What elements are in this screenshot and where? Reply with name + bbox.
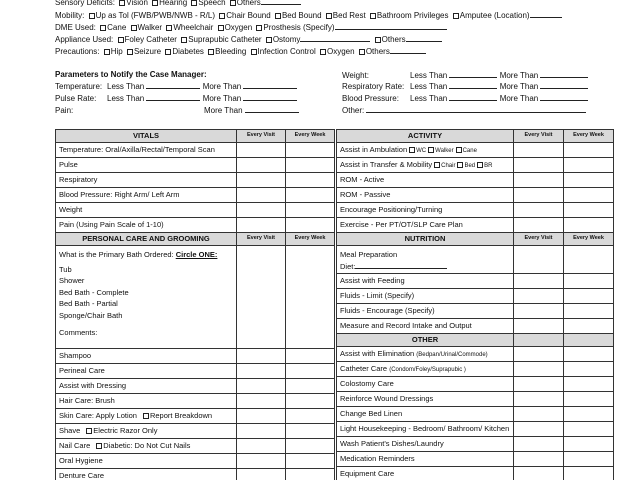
sensory-others-field[interactable] (261, 0, 301, 5)
week-cell[interactable] (564, 304, 614, 319)
visit-cell[interactable] (514, 274, 564, 289)
pulse-more-field[interactable] (243, 94, 297, 101)
week-cell[interactable] (286, 394, 335, 409)
appliance-others-field[interactable] (406, 35, 442, 42)
week-cell[interactable] (564, 377, 614, 392)
respiratory-less-field[interactable] (449, 82, 497, 89)
table-row: Exercise - Per PT/OT/SLP Care Plan (337, 218, 614, 233)
visit-cell[interactable] (514, 347, 564, 362)
week-cell[interactable] (564, 347, 614, 362)
visit-cell[interactable] (514, 437, 564, 452)
sensory-others-checkbox[interactable] (230, 0, 236, 6)
param-respiratory-rate: Respiratory Rate: Less Than More Than (342, 82, 588, 91)
ostomy-field[interactable] (300, 35, 370, 42)
table-row: Assist in Transfer & Mobility Chair Bed BR (337, 158, 614, 173)
suprapubic-catheter-checkbox[interactable] (181, 37, 187, 43)
table-row: Perineal Care (56, 364, 335, 379)
param-pain: Pain: More Than (55, 106, 299, 115)
week-cell[interactable] (564, 422, 614, 437)
left-task-table: VITALS Every Visit Every Week Temperature: Oral/Axilla/Rectal/Temporal Scan Pulse Respiratory Blood Pressure: Right Arm/ Left Arm Weight Pain (Using Pain Scale of 1-10) PERSONAL CARE AND GROOMING Every Visit Every Week What is the Primary Bath Ordered: Circle ONE: Tub Shower Bed Bath - Complete Bed Bath - Partial Sponge/Chair Bath Comments: Shampoo Perineal Care Assist with Dressing Hair Care: Brush Skin Care: Apply Lotion Report Breakdown Shave Electric Razor Only Nail Care Diabetic: Do Not Cut Nails Oral Hygiene Denture Care (55, 129, 335, 480)
table-row: Respiratory (56, 173, 335, 188)
table-row: Measure and Record Intake and Output (337, 319, 614, 334)
chair-bound-checkbox[interactable] (219, 13, 225, 19)
prosthesis-field[interactable] (335, 23, 447, 30)
bathroom-privileges-checkbox[interactable] (370, 13, 376, 19)
table-row: Shave Electric Razor Only (56, 424, 335, 439)
amb-walker-checkbox[interactable] (428, 147, 434, 153)
visit-cell[interactable] (514, 158, 564, 173)
amb-cane-checkbox[interactable] (456, 147, 462, 153)
week-cell[interactable] (564, 467, 614, 480)
week-cell[interactable] (286, 188, 335, 203)
ostomy-checkbox[interactable] (266, 37, 272, 43)
visit-cell[interactable] (514, 173, 564, 188)
wheelchair-checkbox[interactable] (166, 25, 172, 31)
visit-cell[interactable] (514, 407, 564, 422)
bath-option-tub[interactable]: Tub (59, 264, 72, 274)
pulse-less-field[interactable] (146, 94, 200, 101)
temperature-more-field[interactable] (243, 82, 297, 89)
week-cell[interactable] (286, 246, 335, 349)
week-cell[interactable] (564, 218, 614, 233)
week-cell[interactable] (564, 289, 614, 304)
bath-option-sponge[interactable]: Sponge/Chair Bath (59, 310, 123, 320)
week-cell[interactable] (564, 274, 614, 289)
week-cell[interactable] (286, 203, 335, 218)
table-row: Wash Patient's Dishes/Laundry (337, 437, 614, 452)
week-cell[interactable] (286, 173, 335, 188)
parameters-title: Parameters to Notify the Case Manager: (55, 70, 207, 79)
table-row: Colostomy Care (337, 377, 614, 392)
hearing-checkbox[interactable] (152, 0, 158, 6)
foley-catheter-checkbox[interactable] (118, 37, 124, 43)
table-row: Temperature: Oral/Axilla/Rectal/Temporal Scan (56, 143, 335, 158)
bp-more-field[interactable] (540, 94, 588, 101)
bath-question: What is the Primary Bath Ordered: Circle ONE: (59, 250, 218, 259)
visit-cell[interactable] (514, 422, 564, 437)
hip-checkbox[interactable] (104, 49, 110, 55)
visit-cell[interactable] (237, 349, 286, 364)
sensory-deficits-line: Sensory Deficits: Vision Hearing Speech Others (55, 0, 301, 7)
week-cell[interactable] (286, 439, 335, 454)
table-row: ROM - Active (337, 173, 614, 188)
visit-cell[interactable] (237, 439, 286, 454)
week-cell[interactable] (564, 203, 614, 218)
visit-cell[interactable] (514, 467, 564, 480)
week-cell[interactable] (286, 158, 335, 173)
visit-cell[interactable] (514, 304, 564, 319)
visit-cell[interactable] (237, 394, 286, 409)
wc-checkbox[interactable] (409, 147, 415, 153)
visit-cell[interactable] (514, 362, 564, 377)
diabetic-nails-checkbox[interactable] (96, 443, 102, 449)
visit-cell[interactable] (237, 188, 286, 203)
param-weight: Weight: Less Than More Than (342, 71, 588, 80)
week-cell[interactable] (564, 437, 614, 452)
table-row: Catheter Care (Condom/Foley/Suprapubic ) (337, 362, 614, 377)
visit-cell[interactable] (237, 173, 286, 188)
table-row: Light Housekeeping - Bedroom/ Bathroom/ Kitchen (337, 422, 614, 437)
week-cell[interactable] (564, 392, 614, 407)
comments-label: Comments: (59, 327, 98, 337)
week-cell[interactable] (564, 188, 614, 203)
week-cell[interactable] (286, 454, 335, 469)
infection-control-checkbox[interactable] (251, 49, 257, 55)
dme-used-line: DME Used: Cane Walker Wheelchair Oxygen Prosthesis (Specify) (55, 23, 447, 32)
meal-row: Meal Preparation Diet: (337, 246, 614, 274)
respiratory-more-field[interactable] (540, 82, 588, 89)
transfer-bed-checkbox[interactable] (457, 162, 463, 168)
diet-field[interactable] (355, 262, 447, 269)
bp-less-field[interactable] (449, 94, 497, 101)
week-cell[interactable] (564, 452, 614, 467)
visit-cell[interactable] (237, 469, 286, 480)
bath-option-partial[interactable]: Bed Bath - Partial (59, 299, 118, 309)
seizure-checkbox[interactable] (127, 49, 133, 55)
week-cell[interactable] (564, 143, 614, 158)
visit-cell[interactable] (514, 377, 564, 392)
visit-cell[interactable] (237, 424, 286, 439)
week-cell[interactable] (564, 158, 614, 173)
table-row: Nail Care Diabetic: Do Not Cut Nails (56, 439, 335, 454)
table-row: Denture Care (56, 469, 335, 480)
table-row: Hair Care: Brush (56, 394, 335, 409)
temperature-less-field[interactable] (146, 82, 200, 89)
week-cell[interactable] (286, 349, 335, 364)
transfer-br-checkbox[interactable] (477, 162, 483, 168)
visit-cell[interactable] (237, 143, 286, 158)
bleeding-checkbox[interactable] (208, 49, 214, 55)
mobility-line: Mobility: Up as Tol (FWB/PWB/NWB - R/L) Chair Bound Bed Bound Bed Rest Bathroom Privileges Amputee (Location) (55, 11, 562, 20)
visit-cell[interactable] (514, 188, 564, 203)
table-row: Shampoo (56, 349, 335, 364)
table-row: Assist with Elimination (Bedpan/Urinal/Commode) (337, 347, 614, 362)
visit-cell[interactable] (237, 454, 286, 469)
param-temperature: Temperature: Less Than More Than (55, 82, 297, 91)
visit-cell[interactable] (514, 289, 564, 304)
table-row: Encourage Positioning/Turning (337, 203, 614, 218)
bath-option-shower[interactable]: Shower (59, 276, 85, 286)
electric-razor-checkbox[interactable] (86, 428, 92, 434)
bed-bound-checkbox[interactable] (275, 13, 281, 19)
week-cell[interactable] (286, 379, 335, 394)
table-row: Fluids - Encourage (Specify) (337, 304, 614, 319)
week-cell[interactable] (564, 173, 614, 188)
activity-header: ACTIVITY (337, 130, 514, 143)
visit-cell[interactable] (237, 158, 286, 173)
week-cell[interactable] (564, 407, 614, 422)
prosthesis-checkbox[interactable] (256, 25, 262, 31)
table-row: Blood Pressure: Right Arm/ Left Arm (56, 188, 335, 203)
table-row: Oral Hygiene (56, 454, 335, 469)
bath-option-complete[interactable]: Bed Bath - Complete (59, 287, 129, 297)
weight-less-field[interactable] (449, 71, 497, 78)
visit-cell[interactable] (237, 379, 286, 394)
amputee-checkbox[interactable] (453, 13, 459, 19)
cane-checkbox[interactable] (100, 25, 106, 31)
param-blood-pressure: Blood Pressure: Less Than More Than (342, 94, 588, 103)
visit-cell[interactable] (514, 392, 564, 407)
right-task-table: ACTIVITY Every Visit Every Week Assist in Ambulation WC Walker Cane Assist in Transfer & Mobility Chair Bed BR ROM - Active ROM - Passive Encourage Positioning/Turning Exercise - Per PT/OT/SLP Care Plan NUTRITION Every Visit Every Week Meal Preparation Diet: Assist with Feeding Fluids - Limit (Specify) Fluids - Encourage (Specify) Measure and Record Intake and Output OTHER Assist with Elimination (Bedpan/Urinal/Commode) Catheter Care (Condom/Foley/Suprapubic ) Colostomy Care Reinforce Wound Dressings Change Bed Linen Light Housekeeping - Bedroom/ Bathroom/ Kitchen Wash Patient's Dishes/Laundry Medication Reminders Equipment Care (336, 129, 614, 480)
table-row: Assist with Feeding (337, 274, 614, 289)
week-cell[interactable] (286, 143, 335, 158)
table-row: Weight (56, 203, 335, 218)
vitals-header: VITALS (56, 130, 237, 143)
diabetes-checkbox[interactable] (165, 49, 171, 55)
table-row: Pulse (56, 158, 335, 173)
visit-cell[interactable] (237, 203, 286, 218)
weight-more-field[interactable] (540, 71, 588, 78)
week-cell[interactable] (286, 409, 335, 424)
week-cell[interactable] (286, 218, 335, 233)
precaution-oxygen-checkbox[interactable] (320, 49, 326, 55)
amputee-location-field[interactable] (530, 11, 562, 18)
report-breakdown-checkbox[interactable] (143, 413, 149, 419)
week-cell[interactable] (564, 319, 614, 334)
every-week-header: Every Week (286, 130, 335, 143)
personal-care-header: PERSONAL CARE AND GROOMING (56, 233, 237, 246)
week-cell[interactable] (564, 246, 614, 274)
visit-cell[interactable] (514, 246, 564, 274)
walker-checkbox[interactable] (131, 25, 137, 31)
transfer-chair-checkbox[interactable] (434, 162, 440, 168)
visit-cell[interactable] (514, 143, 564, 158)
week-cell[interactable] (286, 424, 335, 439)
dme-oxygen-checkbox[interactable] (218, 25, 224, 31)
table-row: Fluids - Limit (Specify) (337, 289, 614, 304)
table-row: Change Bed Linen (337, 407, 614, 422)
table-row: Equipment Care (337, 467, 614, 480)
precaution-others-checkbox[interactable] (359, 49, 365, 55)
visit-cell[interactable] (237, 246, 286, 349)
visit-cell[interactable] (237, 409, 286, 424)
visit-cell[interactable] (514, 319, 564, 334)
other-header: OTHER (337, 334, 514, 347)
visit-cell[interactable] (514, 452, 564, 467)
visit-cell[interactable] (237, 218, 286, 233)
up-as-tol-checkbox[interactable] (89, 13, 95, 19)
other-param-field[interactable] (366, 106, 586, 113)
vision-checkbox[interactable] (119, 0, 125, 6)
param-pulse-rate: Pulse Rate: Less Than More Than (55, 94, 297, 103)
pain-more-field[interactable] (245, 106, 299, 113)
visit-cell[interactable] (514, 218, 564, 233)
table-row: ROM - Passive (337, 188, 614, 203)
nutrition-header: NUTRITION (337, 233, 514, 246)
param-other: Other: (342, 106, 586, 115)
week-cell[interactable] (286, 469, 335, 480)
precaution-others-field[interactable] (390, 47, 426, 54)
visit-cell[interactable] (237, 364, 286, 379)
bed-rest-checkbox[interactable] (326, 13, 332, 19)
table-row: Skin Care: Apply Lotion Report Breakdown (56, 409, 335, 424)
table-row: Medication Reminders (337, 452, 614, 467)
bath-row (56, 246, 335, 349)
every-visit-header: Every Visit (237, 130, 286, 143)
precautions-line: Precautions: Hip Seizure Diabetes Bleeding Infection Control Oxygen Others (55, 47, 426, 56)
week-cell[interactable] (286, 364, 335, 379)
week-cell[interactable] (564, 362, 614, 377)
appliance-others-checkbox[interactable] (375, 37, 381, 43)
table-row: Assist in Ambulation WC Walker Cane (337, 143, 614, 158)
appliance-used-line: Appliance Used: Foley Catheter Suprapubic Catheter Ostomy Others (55, 35, 442, 44)
visit-cell[interactable] (514, 203, 564, 218)
speech-checkbox[interactable] (191, 0, 197, 6)
table-row: Assist with Dressing (56, 379, 335, 394)
table-row: Pain (Using Pain Scale of 1-10) (56, 218, 335, 233)
table-row: Reinforce Wound Dressings (337, 392, 614, 407)
